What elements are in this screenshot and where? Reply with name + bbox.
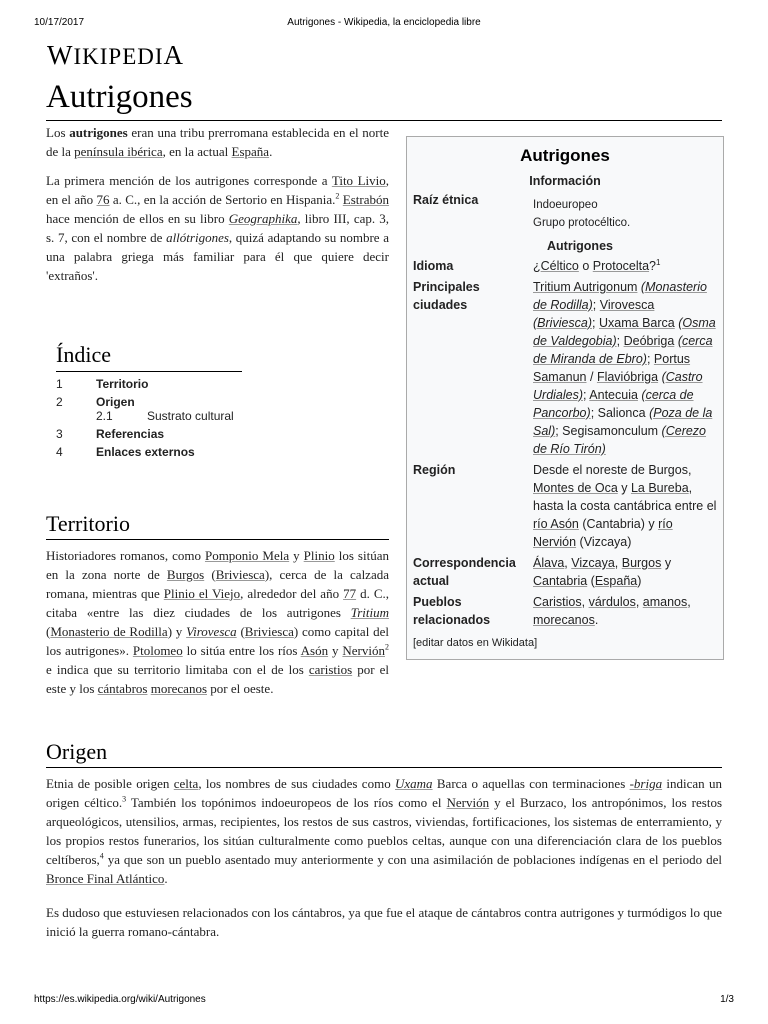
lead-paragraph-1 [46, 123, 389, 161]
text-run: (Vizcaya) [576, 535, 632, 549]
wiki-link[interactable]: Deóbriga [623, 334, 675, 348]
text-run: ; [592, 316, 599, 330]
wiki-link[interactable]: Nervión [446, 795, 490, 810]
text-run: , los nombres de sus ciudades como [198, 776, 396, 791]
toc-item[interactable] [56, 409, 234, 423]
wiki-link[interactable]: España [594, 574, 638, 588]
text-run: ; [646, 352, 654, 366]
infobox-title: Autrigones [520, 146, 610, 165]
citation-ref[interactable]: 2 [335, 191, 340, 201]
text-run: , [614, 556, 622, 570]
text-run: ( [587, 574, 595, 588]
wiki-link[interactable]: Plinio el Viejo [163, 586, 241, 601]
text-run: ( [204, 567, 216, 582]
toc-label[interactable]: Sustrato cultural [147, 409, 234, 423]
infobox-row-region [407, 461, 723, 551]
wiki-link[interactable]: Estrabón [342, 192, 390, 207]
infobox-row-pueblos [407, 593, 723, 629]
text-run: , [687, 595, 691, 609]
infobox-value [533, 461, 717, 551]
text-run: , en la actual [162, 144, 232, 159]
text-run: . [594, 613, 599, 627]
wiki-link[interactable]: Antecuia [589, 388, 638, 402]
wiki-link[interactable]: Asón [300, 643, 329, 658]
text-run: Barca o aquellas con terminaciones [432, 776, 630, 791]
territorio-paragraph [46, 546, 389, 698]
raiz-value-1: Indoeuropeo [533, 199, 598, 211]
infobox-key: Región [413, 463, 456, 477]
wiki-link[interactable]: Portus Samanun [533, 352, 691, 384]
toc-item[interactable] [56, 377, 234, 391]
infobox-key: Idioma [413, 259, 454, 273]
text-run: los sitúan en la zona norte de [46, 548, 389, 582]
text-run: , alrededor del año [240, 586, 344, 601]
table-of-contents [56, 338, 242, 459]
text-run: y [661, 556, 672, 570]
wiki-link[interactable]: Plinio [303, 548, 335, 563]
text-run: Es dudoso que estuviesen relacionados con los cántabros, ya que fue el ataque de cántabros contra autrigones y turmódigos lo que inició la guerra romano-cántabra. [46, 905, 722, 939]
toc-number: 3 [56, 427, 63, 441]
toc-number: 4 [56, 445, 63, 459]
wiki-link[interactable]: Flavióbriga [596, 370, 659, 384]
toc-subitem[interactable] [56, 409, 234, 423]
wiki-link[interactable]: (cerca de Pancorbo) [533, 388, 694, 420]
wiki-link[interactable]: Briviesca [244, 624, 294, 639]
toc-title: Índice [56, 338, 242, 372]
wiki-link[interactable]: (Poza de la Sal) [533, 406, 713, 438]
wiki-link[interactable]: Burgos [621, 556, 662, 570]
text-run: autrigones [69, 125, 128, 140]
wiki-link[interactable]: (cerca de Miranda de Ebro) [533, 334, 713, 366]
text-run: ? [649, 259, 656, 273]
wiki-link[interactable]: península ibérica [74, 144, 163, 159]
text-run: , libro III, cap. 3, s. 7, con el nombre de [46, 211, 389, 245]
citation-ref[interactable]: 1 [656, 257, 661, 267]
citation-ref[interactable]: 3 [122, 794, 127, 804]
text-run: ( [236, 624, 245, 639]
infobox-row-correspondencia [407, 554, 723, 590]
text-run: d. C., citaba «entre las diez ciudades de los autrigones [46, 586, 389, 620]
wiki-link[interactable]: Virovesca [186, 624, 237, 639]
text-run: Historiadores romanos, como [46, 548, 205, 563]
toc-item[interactable] [56, 423, 234, 441]
infobox-value [533, 257, 717, 275]
wiki-link[interactable]: Burgos [166, 567, 205, 582]
text-run: e indica que su territorio limitaba con el de los [46, 662, 309, 677]
print-url: https://es.wikipedia.org/wiki/Autrigones [34, 994, 206, 1005]
wiki-link[interactable]: Pomponio Mela [204, 548, 290, 563]
text-run: allótrigones [166, 230, 229, 245]
text-run: lo sitúa entre los ríos [182, 643, 301, 658]
print-title: Autrigones - Wikipedia, la enciclopedia libre [287, 17, 481, 28]
infobox-value [533, 191, 717, 232]
wiki-link[interactable]: Monasterio de Rodilla [50, 624, 168, 639]
infobox-key: Raíz étnica [413, 193, 479, 207]
text-run: ) [637, 574, 642, 588]
toc-number: 2.1 [96, 409, 113, 423]
text-run: , [564, 556, 572, 570]
text-run: Los [46, 125, 70, 140]
text-run: , hasta la costa cantábrica entre el [533, 481, 717, 513]
wiki-link[interactable]: río Asón [533, 517, 579, 531]
toc-label[interactable]: Origen [96, 395, 135, 409]
text-run: o [578, 259, 593, 273]
wiki-link[interactable]: Geographika [228, 211, 298, 226]
toc-label[interactable]: Territorio [96, 377, 149, 391]
wiki-link[interactable]: 77 [343, 586, 357, 601]
text-run: . [269, 144, 273, 159]
wiki-link[interactable]: Tritium Autrigonum [533, 280, 638, 294]
infobox-key: Pueblos relacionados [413, 595, 491, 627]
infobox-subheader-group: Autrigones [547, 239, 613, 253]
infobox-row-ciudades [407, 278, 723, 458]
text-run: indican un origen céltico. [46, 776, 723, 810]
section-heading-territorio: Territorio [46, 509, 389, 540]
lead-paragraph-2 [46, 171, 389, 285]
infobox-key: Principales ciudades [413, 280, 480, 312]
wiki-link[interactable]: Uxama [395, 776, 433, 791]
wiki-link[interactable]: celta [173, 776, 199, 791]
wiki-link[interactable]: Virovesca [599, 298, 655, 312]
toc-number: 2 [56, 395, 63, 409]
text-run: ; [583, 388, 590, 402]
wiki-link[interactable]: Álava [533, 556, 565, 570]
text-run: Etnia de posible origen [46, 776, 174, 791]
text-run: ), cerca de la calzada romana, mientras que [46, 567, 389, 601]
raiz-value-2: Grupo protocéltico. [533, 217, 631, 229]
text-run: hace mención de ellos en su libro [46, 211, 229, 226]
print-date: 10/17/2017 [34, 17, 85, 28]
citation-ref[interactable]: 4 [99, 851, 104, 861]
text-run: ; [616, 334, 624, 348]
infobox-row-idioma [407, 257, 723, 275]
wiki-link[interactable]: Briviesca [215, 567, 265, 582]
print-page-number: 1/3 [720, 994, 734, 1005]
toc-item[interactable] [56, 441, 234, 459]
text-run: , en el año [46, 173, 390, 207]
section-heading-origen: Origen [46, 737, 722, 768]
text-run: y [289, 548, 304, 563]
text-run: . [164, 871, 168, 886]
infobox-key: Correspondencia actual [413, 556, 516, 588]
wiki-link[interactable]: (Monasterio de Rodilla) [533, 280, 707, 312]
text-run: y el Burzaco, los antropónimos, los restos arqueológicos, utensilios, armas, recipientes, los restos de sus castros, viviendas, fortificaciones, los sistemas de enterramiento, y los propios restos funerarios, los sitúan culturalmente como pueblos celtas, aunque con una diferenciación clara de los pueblos celtíberos, [46, 795, 722, 867]
citation-ref[interactable]: 2 [385, 642, 389, 652]
wiki-link[interactable]: caristios [308, 662, 353, 677]
wiki-link[interactable]: cántabros [97, 681, 148, 696]
wiki-link[interactable]: amanos [642, 595, 688, 609]
wiki-link[interactable]: La Bureba [630, 481, 689, 495]
text-run: a. C., en la acción de Sertorio en Hispania. [109, 192, 336, 207]
wiki-link[interactable]: Protocelta [592, 259, 650, 273]
text-run: ) y [167, 624, 187, 639]
text-run: , [635, 595, 643, 609]
infobox-subheader-info: Información [529, 174, 601, 188]
wiki-link[interactable]: Montes de Oca [533, 481, 618, 495]
lead-section [46, 123, 389, 295]
infobox-row-raiz [407, 191, 723, 232]
toc-label[interactable]: Enlaces externos [96, 445, 195, 459]
text-run: ; Segisamonculum [555, 424, 662, 438]
page-title: Autrigones [46, 74, 722, 121]
text-run: (Cantabria) y [578, 517, 659, 531]
origen-paragraph-1 [46, 774, 722, 888]
wikipedia-logo[interactable]: WIKIPEDIA [47, 40, 185, 70]
text-run: ; [592, 298, 600, 312]
text-run: Desde el noreste de Burgos, [533, 463, 692, 477]
text-run: y [328, 643, 343, 658]
wiki-link[interactable]: Bronce Final Atlántico [46, 871, 165, 886]
wiki-link[interactable]: (Castro Urdiales) [533, 370, 703, 402]
wiki-link[interactable]: várdulos [588, 595, 636, 609]
wiki-link[interactable]: Ptolomeo [132, 643, 183, 658]
wiki-link[interactable]: río Nervión [533, 517, 673, 549]
text-run: / [586, 370, 597, 384]
wiki-link[interactable]: -briga [629, 776, 663, 791]
wiki-link[interactable]: (Cerezo de Río Tirón) [533, 424, 707, 456]
edit-wikidata-link[interactable]: [editar datos en Wikidata] [413, 637, 538, 649]
text-run: por el oeste. [207, 681, 274, 696]
toc-label[interactable]: Referencias [96, 427, 165, 441]
infobox-value [533, 593, 717, 629]
wiki-link[interactable]: Tritium [350, 605, 389, 620]
wiki-link[interactable]: 76 [96, 192, 110, 207]
text-run: ; Salionca [590, 406, 650, 420]
wiki-link[interactable]: Tito Livio [331, 173, 386, 188]
wiki-link[interactable]: morecanos [150, 681, 208, 696]
origen-paragraph-2 [46, 903, 722, 941]
wiki-link[interactable]: (Briviesca) [533, 316, 593, 330]
wiki-link[interactable]: Nervión [342, 643, 385, 658]
toc-list [56, 377, 234, 459]
wiki-link[interactable]: (Osma de Valdegobia) [533, 316, 716, 348]
text-run: También los topónimos indoeuropeos de los ríos como el [126, 795, 447, 810]
wiki-link[interactable]: España [231, 144, 270, 159]
text-run: por el este y los [46, 662, 389, 696]
text-run: , [581, 595, 589, 609]
wiki-link[interactable]: Caristios [533, 595, 582, 609]
text-run: y [617, 481, 631, 495]
wiki-link[interactable]: Uxama Barca [599, 316, 675, 330]
wiki-link[interactable]: morecanos [533, 613, 595, 627]
infobox-value [533, 554, 717, 590]
text-run: ¿ [533, 259, 541, 273]
text-run: La primera mención de los autrigones corresponde a [46, 173, 332, 188]
text-run: , quizá adaptando su nombre a una palabra griega más familiar para él que quiere decir 'extraños'. [46, 230, 389, 283]
wiki-link[interactable]: Vizcaya [571, 556, 615, 570]
wiki-link[interactable]: Céltico [540, 259, 579, 273]
infobox-value [533, 278, 717, 458]
text-run: ya que son un pueblo asentado muy anteriormente y con una asimilación de poblaciones indígenas en el periodo del [103, 852, 722, 867]
toc-number: 1 [56, 377, 63, 391]
text-run: ) como capital del los autrigones». [46, 624, 389, 658]
infobox [406, 136, 724, 660]
toc-item[interactable] [56, 391, 234, 409]
text-run: eran una tribu prerromana establecida en el norte de la [46, 125, 389, 159]
text-run: ( [46, 624, 51, 639]
wiki-link[interactable]: Cantabria [533, 574, 588, 588]
